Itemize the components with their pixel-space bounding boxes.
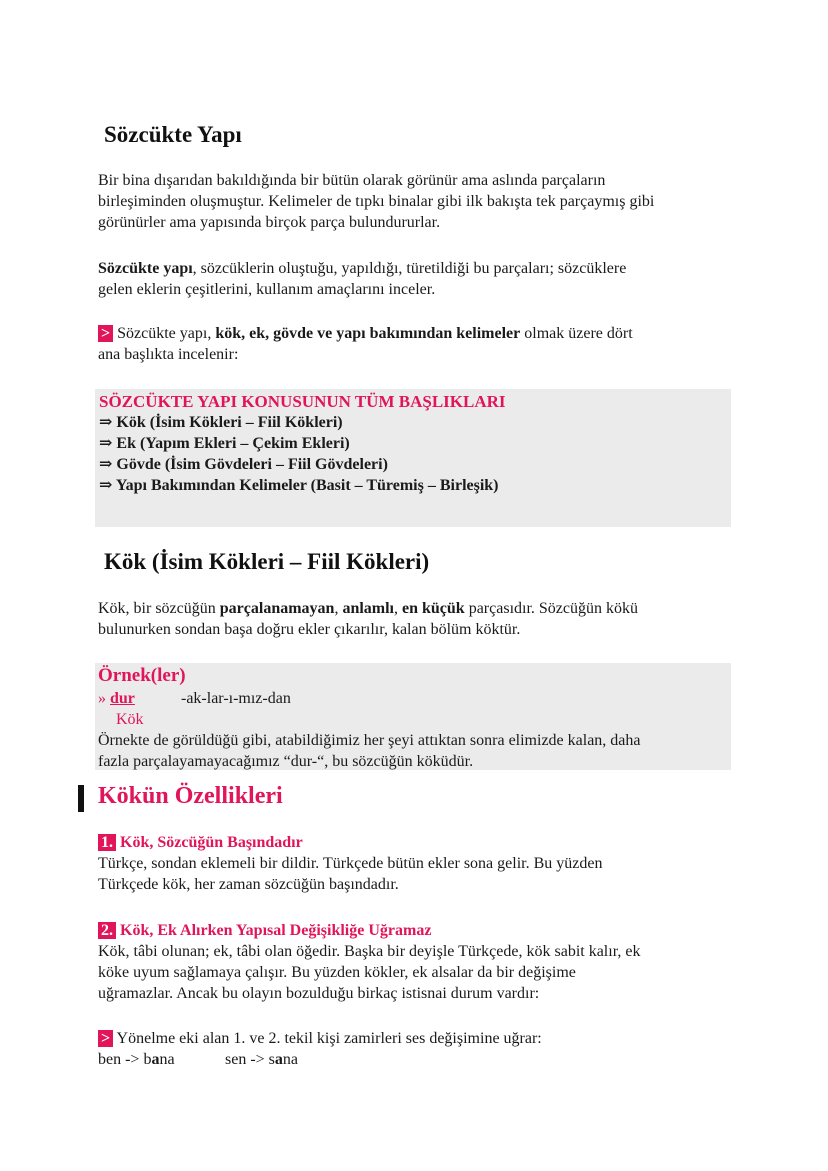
example-line: Örnekte de görüldüğü gibi, atabildiğimiz her şeyi attıktan sonra elimizde kalan, daha <box>98 732 641 749</box>
definition-paragraph <box>98 258 626 300</box>
intro-line: görünürler ama yapısında birçok parça bulundururlar. <box>98 214 441 231</box>
example-prefix: » <box>98 690 110 707</box>
kok-line: bulunurken sondan başa doğru ekler çıkarılır, kalan bölüm köktür. <box>98 621 521 638</box>
feature-line: Türkçe, sondan eklemeli bir dildir. Türkçede bütün ekler sona gelir. Bu yüzden <box>98 855 603 872</box>
feature-title: Kök, Ek Alırken Yapısal Değişikliğe Uğramaz <box>120 922 432 939</box>
section-title-kok: Kök (İsim Kökleri – Fiil Kökleri) <box>104 549 430 574</box>
feature-line: Türkçede kök, her zaman sözcüğün başındadır. <box>98 876 399 893</box>
topic-item[interactable]: ⇒ Ek (Yapım Ekleri – Çekim Ekleri) <box>99 435 350 452</box>
feature-2 <box>98 920 640 1004</box>
kok-text-end: parçasıdır. Sözcüğün kökü <box>464 600 638 617</box>
intro-line: Bir bina dışarıdan bakıldığında bir bütün olarak görünür ama aslında parçaların <box>98 172 606 189</box>
topics-list <box>99 391 506 496</box>
example-root-label: Kök <box>116 711 144 728</box>
example-suffixes: -ak-lar-ı-mız-dan <box>181 690 291 707</box>
definition-term: Sözcükte yapı <box>98 260 193 277</box>
exception-example-2 <box>225 1049 298 1070</box>
kok-paragraph <box>98 598 638 640</box>
section-bar-icon <box>78 785 84 812</box>
example-word: sen -> s <box>225 1051 275 1068</box>
page-title: Sözcükte Yapı <box>104 122 242 147</box>
changed-letter: a <box>274 1051 283 1068</box>
example-line: fazla parçalayamayacağımız “dur-“, bu sözcüğün köküdür. <box>98 753 474 770</box>
note-bold: kök, ek, gövde ve yapı bakımından kelimeler <box>215 325 521 342</box>
exception-note <box>98 1028 542 1049</box>
intro-paragraph <box>98 170 654 233</box>
exception-text: Yönelme eki alan 1. ve 2. tekil kişi zamirleri ses değişimine uğrar: <box>113 1030 542 1047</box>
example-root: dur <box>110 690 135 707</box>
feature-line: köke uyum sağlamaya çalışır. Bu yüzden kökler, ek alsalar da bir değişime <box>98 964 576 981</box>
definition-line: gelen eklerin çeşitlerini, kullanım amaçlarını inceler. <box>98 281 436 298</box>
note-text: Sözcükte yapı, <box>113 325 216 342</box>
topic-item[interactable]: ⇒ Kök (İsim Kökleri – Fiil Kökleri) <box>99 414 343 431</box>
arrow-marker-icon: > <box>98 1030 113 1047</box>
kok-bold-1: parçalanamayan <box>219 600 335 617</box>
arrow-marker-icon: > <box>98 325 113 342</box>
topic-item[interactable]: ⇒ Gövde (İsim Gövdeleri – Fiil Gövdeleri) <box>99 456 388 473</box>
topic-item[interactable]: ⇒ Yapı Bakımından Kelimeler (Basit – Türemiş – Birleşik) <box>99 477 499 494</box>
topics-title: SÖZCÜKTE YAPI KONUSUNUN TÜM BAŞLIKLARI <box>99 392 506 411</box>
intro-line: birleşiminden oluşmuştur. Kelimeler de tıpkı binalar gibi ilk bakışta tek parçaymış gibi <box>98 193 655 210</box>
feature-title: Kök, Sözcüğün Başındadır <box>120 834 303 851</box>
structure-note <box>98 323 633 365</box>
example-text <box>98 730 641 772</box>
feature-1 <box>98 832 602 895</box>
note-line: ana başlıkta incelenir: <box>98 346 239 363</box>
kok-text: Kök, bir sözcüğün <box>98 600 220 617</box>
example-word-end: na <box>159 1051 175 1068</box>
kok-bold-3: en küçük <box>402 600 465 617</box>
example-word-end: na <box>282 1051 299 1068</box>
section-title-ozellikler: Kökün Özellikleri <box>98 783 283 809</box>
number-badge: 2. <box>98 922 116 939</box>
kok-bold-2: anlamlı <box>342 600 394 617</box>
example-title: Örnek(ler) <box>98 665 186 686</box>
kok-sep: , <box>394 600 402 617</box>
example-root-line <box>98 688 135 709</box>
changed-letter: a <box>151 1051 160 1068</box>
kok-sep: , <box>334 600 343 617</box>
number-badge: 1. <box>98 834 116 851</box>
note-text-end: olmak üzere dört <box>520 325 633 342</box>
example-word: ben -> b <box>98 1051 152 1068</box>
feature-line: Kök, tâbi olunan; ek, tâbi olan öğedir. Başka bir deyişle Türkçede, kök sabit kalır, ek <box>98 943 641 960</box>
feature-line: uğramazlar. Ancak bu olayın bozulduğu birkaç istisnai durum vardır: <box>98 985 540 1002</box>
definition-text: , sözcüklerin oluştuğu, yapıldığı, türetildiği bu parçaları; sözcüklere <box>192 260 627 277</box>
exception-example-1 <box>98 1049 175 1070</box>
